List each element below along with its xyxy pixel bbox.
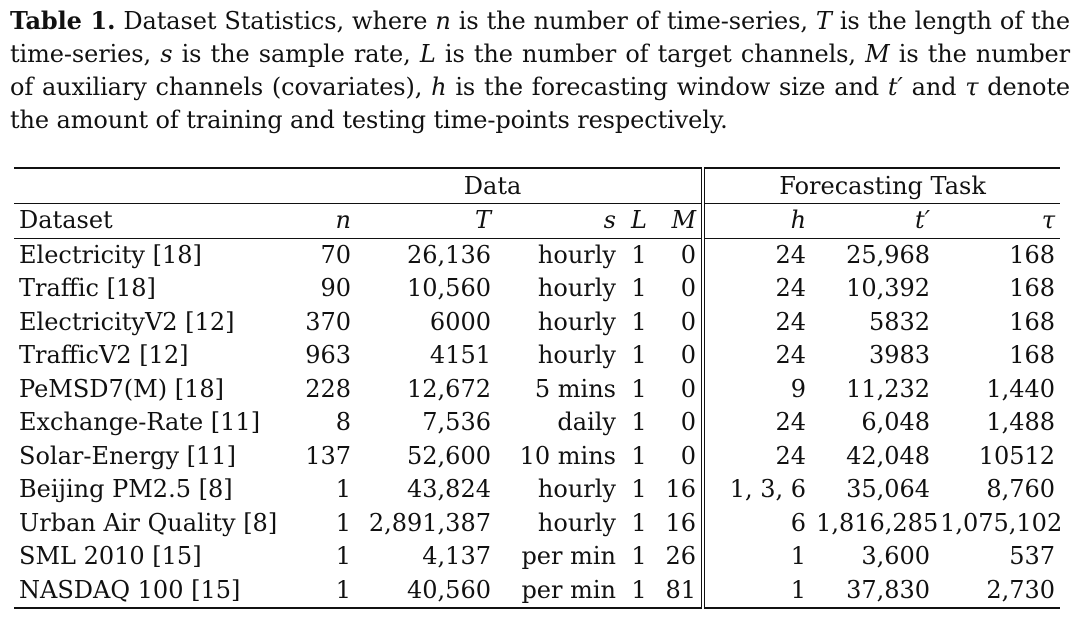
caption-sym-M: M bbox=[865, 40, 890, 68]
table-row bbox=[14, 507, 1060, 541]
column-header-row bbox=[14, 204, 1060, 239]
cell-L: 1 bbox=[631, 274, 647, 303]
cell-dataset: ElectricityV2 [12] bbox=[19, 307, 235, 336]
cell-L: 1 bbox=[631, 441, 647, 470]
cell-M: 16 bbox=[657, 507, 703, 541]
cell-h: 24 bbox=[775, 240, 807, 269]
cell-s: 5 mins bbox=[534, 374, 616, 403]
table-row bbox=[14, 540, 1060, 574]
cell-h: 24 bbox=[775, 274, 807, 303]
cell-M: 81 bbox=[657, 574, 703, 609]
column-header-tprime: t′ bbox=[811, 204, 935, 239]
caption-def-tprime: and bbox=[902, 73, 966, 101]
cell-T: 7,536 bbox=[422, 408, 491, 437]
caption-def-n: is the number of time-series, bbox=[450, 7, 816, 35]
cell-n: 137 bbox=[305, 441, 351, 470]
group-header-data bbox=[284, 168, 703, 204]
cell-s: hourly bbox=[537, 240, 616, 269]
cell-tprime: 35,064 bbox=[846, 475, 931, 504]
table-row bbox=[14, 440, 1060, 474]
cell-T: 26,136 bbox=[407, 240, 491, 269]
group-header-row bbox=[14, 168, 1060, 204]
column-header-tau: τ bbox=[935, 204, 1060, 239]
cell-n: 90 bbox=[320, 274, 351, 303]
column-header-h: h bbox=[703, 204, 811, 239]
cell-tau: 8,760 bbox=[986, 475, 1056, 504]
cell-T: 6000 bbox=[429, 307, 491, 336]
column-header-dataset: Dataset bbox=[14, 204, 284, 239]
cell-tau: 168 bbox=[1009, 274, 1056, 303]
cell-T: 10,560 bbox=[407, 274, 491, 303]
cell-tprime: 1,816,285 bbox=[816, 508, 939, 537]
cell-dataset: Beijing PM2.5 [8] bbox=[19, 475, 233, 504]
caption-sym-h: h bbox=[431, 73, 447, 101]
caption-sym-tau: τ bbox=[965, 73, 979, 101]
cell-h: 1, 3, 6 bbox=[729, 475, 807, 504]
cell-T: 4151 bbox=[429, 341, 491, 370]
cell-h: 9 bbox=[790, 374, 807, 403]
cell-dataset: PeMSD7(M) [18] bbox=[19, 374, 224, 403]
cell-tau: 1,075,102 bbox=[940, 508, 1063, 537]
cell-M: 0 bbox=[657, 339, 703, 373]
cell-T: 40,560 bbox=[356, 574, 496, 609]
cell-L: 1 bbox=[631, 374, 647, 403]
cell-n: 8 bbox=[335, 408, 351, 437]
caption-sym-tprime: t′ bbox=[887, 73, 903, 101]
cell-s: hourly bbox=[537, 307, 616, 336]
column-header-T: T bbox=[356, 204, 496, 239]
cell-L: 1 bbox=[631, 542, 647, 571]
cell-s: per min bbox=[521, 542, 616, 571]
table-row bbox=[14, 272, 1060, 306]
cell-tau: 1,440 bbox=[986, 374, 1056, 403]
cell-T: 2,891,387 bbox=[368, 508, 491, 537]
cell-tau: 168 bbox=[1009, 341, 1056, 370]
caption-def-T: is the length of the time-series, bbox=[10, 7, 1070, 68]
cell-tprime: 3983 bbox=[868, 341, 931, 370]
cell-n: 370 bbox=[305, 307, 351, 336]
cell-dataset: Solar-Energy [11] bbox=[19, 441, 236, 470]
cell-tau: 537 bbox=[1009, 542, 1056, 571]
caption-sym-T: T bbox=[815, 7, 832, 35]
table-row bbox=[14, 373, 1060, 407]
cell-dataset: Traffic [18] bbox=[19, 274, 156, 303]
caption-sym-L: L bbox=[419, 40, 436, 68]
cell-h: 1 bbox=[703, 574, 811, 609]
group-header-data-label: Data bbox=[463, 171, 522, 200]
cell-M: 0 bbox=[657, 440, 703, 474]
cell-tprime: 11,232 bbox=[846, 374, 931, 403]
caption-def-L: is the number of target channels, bbox=[435, 40, 866, 68]
column-header-M: M bbox=[657, 204, 703, 239]
cell-M: 0 bbox=[657, 306, 703, 340]
cell-L: 1 bbox=[631, 307, 647, 336]
cell-M: 0 bbox=[657, 272, 703, 306]
cell-T: 4,137 bbox=[422, 542, 491, 571]
group-header-task-label: Forecasting Task bbox=[779, 171, 986, 200]
cell-h: 24 bbox=[775, 408, 807, 437]
cell-s: hourly bbox=[537, 475, 616, 504]
cell-s: 10 mins bbox=[519, 441, 616, 470]
table-body bbox=[14, 238, 1063, 608]
column-header-L: L bbox=[621, 204, 657, 239]
cell-L: 1 bbox=[631, 341, 647, 370]
cell-n: 1 bbox=[335, 542, 351, 571]
cell-tprime: 37,830 bbox=[811, 574, 935, 609]
cell-n: 70 bbox=[320, 240, 351, 269]
cell-tprime: 42,048 bbox=[846, 441, 931, 470]
cell-tprime: 6,048 bbox=[861, 408, 931, 437]
table-row bbox=[14, 473, 1060, 507]
table-caption bbox=[10, 4, 1070, 137]
cell-h: 1 bbox=[790, 542, 807, 571]
table-row bbox=[14, 574, 1060, 609]
cell-s: hourly bbox=[537, 508, 616, 537]
cell-h: 24 bbox=[775, 441, 807, 470]
cell-T: 12,672 bbox=[407, 374, 491, 403]
caption-def-s: is the sample rate, bbox=[172, 40, 420, 68]
cell-h: 6 bbox=[790, 508, 807, 537]
table-row bbox=[14, 238, 1060, 272]
caption-def-M: is the number of auxiliary channels (covariates), bbox=[10, 40, 1070, 101]
cell-h: 24 bbox=[775, 341, 807, 370]
cell-L: 1 bbox=[631, 240, 647, 269]
dataset-statistics-table-wrap bbox=[14, 167, 1063, 609]
cell-M: 0 bbox=[657, 406, 703, 440]
column-header-n: n bbox=[284, 204, 356, 239]
cell-s: per min bbox=[496, 574, 621, 609]
dataset-statistics-table bbox=[14, 167, 1063, 609]
table-row bbox=[14, 339, 1060, 373]
cell-tau: 2,730 bbox=[935, 574, 1060, 609]
cell-tprime: 3,600 bbox=[861, 542, 931, 571]
cell-tau: 168 bbox=[1009, 307, 1056, 336]
caption-label: Table 1. bbox=[10, 6, 116, 35]
cell-dataset: SML 2010 [15] bbox=[19, 542, 202, 571]
cell-n: 1 bbox=[284, 574, 356, 609]
cell-T: 43,824 bbox=[407, 475, 491, 504]
cell-L: 1 bbox=[631, 475, 647, 504]
cell-L: 1 bbox=[621, 574, 657, 609]
cell-tau: 10512 bbox=[978, 441, 1056, 470]
cell-tprime: 25,968 bbox=[846, 240, 931, 269]
cell-n: 963 bbox=[305, 341, 351, 370]
caption-def-h: is the forecasting window size and bbox=[446, 73, 888, 101]
cell-n: 1 bbox=[335, 475, 351, 504]
caption-def-tau: denote the amount of training and testing time-points respectively. bbox=[10, 73, 1071, 134]
cell-n: 1 bbox=[335, 508, 351, 537]
caption-sym-s: s bbox=[160, 40, 173, 68]
cell-s: hourly bbox=[537, 341, 616, 370]
cell-n: 228 bbox=[305, 374, 351, 403]
table-row bbox=[14, 406, 1060, 440]
column-header-s: s bbox=[496, 204, 621, 239]
cell-M: 26 bbox=[657, 540, 703, 574]
cell-M: 0 bbox=[657, 373, 703, 407]
cell-dataset: Exchange-Rate [11] bbox=[19, 408, 261, 437]
cell-T: 52,600 bbox=[407, 441, 491, 470]
cell-dataset: Electricity [18] bbox=[19, 240, 202, 269]
cell-tau: 168 bbox=[1009, 240, 1056, 269]
cell-tau: 1,488 bbox=[986, 408, 1056, 437]
cell-L: 1 bbox=[631, 408, 647, 437]
cell-h: 24 bbox=[775, 307, 807, 336]
cell-L: 1 bbox=[631, 508, 647, 537]
cell-M: 0 bbox=[657, 238, 703, 272]
cell-dataset: Urban Air Quality [8] bbox=[19, 508, 278, 537]
cell-tprime: 5832 bbox=[868, 307, 931, 336]
cell-M: 16 bbox=[657, 473, 703, 507]
caption-sym-n: n bbox=[435, 7, 451, 35]
table-row bbox=[14, 306, 1060, 340]
cell-dataset: NASDAQ 100 [15] bbox=[14, 574, 284, 609]
cell-dataset: TrafficV2 [12] bbox=[19, 341, 189, 370]
group-header-task bbox=[703, 168, 1060, 204]
cell-s: daily bbox=[557, 408, 616, 437]
cell-s: hourly bbox=[537, 274, 616, 303]
caption-title: Dataset Statistics, where bbox=[123, 7, 428, 35]
cell-tprime: 10,392 bbox=[846, 274, 931, 303]
